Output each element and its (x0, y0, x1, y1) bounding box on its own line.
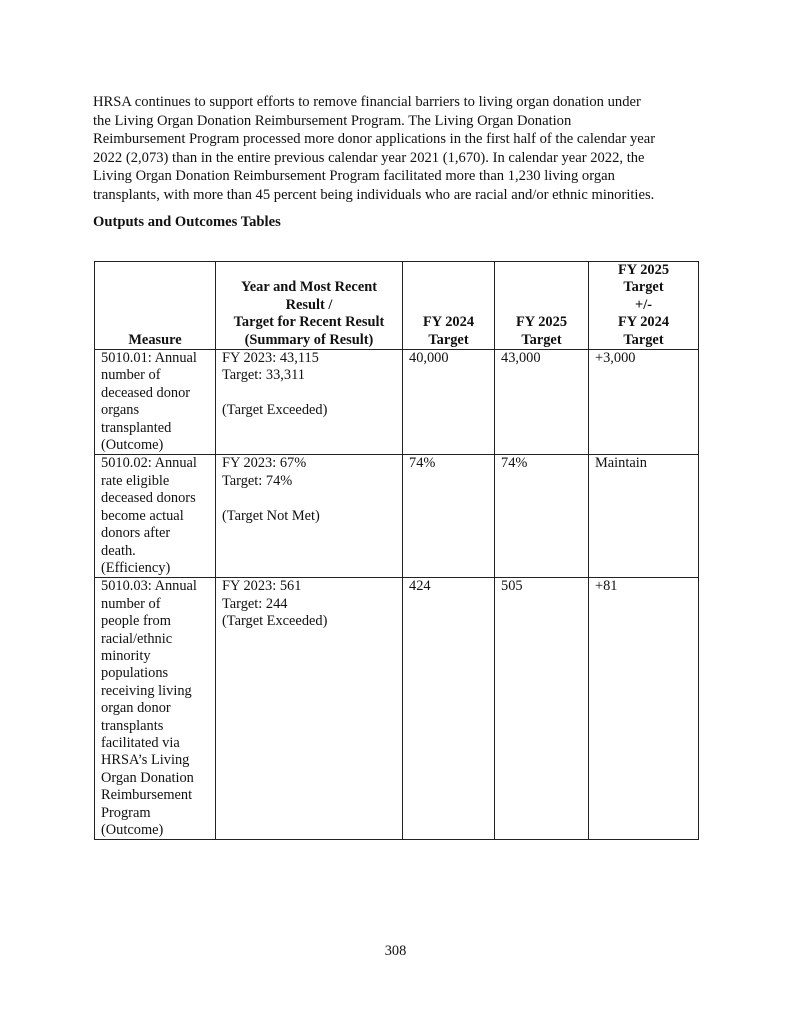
table-row (95, 578, 699, 840)
measure-cell: 5010.02: Annual rate eligible deceased donors become actual donors after death. (Efficiency) (95, 455, 216, 578)
header-fy2025-target: FY 2025 Target (495, 262, 589, 350)
fy2025-cell: 505 (495, 578, 589, 840)
table-row (95, 455, 699, 578)
header-fy2024-target: FY 2024 Target (403, 262, 495, 350)
header-measure: Measure (95, 262, 216, 350)
intro-line: HRSA continues to support efforts to remove financial barriers to living organ donation under (93, 94, 641, 110)
intro-line: Living Organ Donation Reimbursement Program facilitated more than 1,230 living organ (93, 168, 615, 184)
table-row (95, 350, 699, 455)
intro-line: 2022 (2,073) than in the entire previous calendar year 2021 (1,670). In calendar year 2022, the (93, 149, 645, 166)
change-cell: +3,000 (589, 350, 699, 455)
change-cell: +81 (589, 578, 699, 840)
intro-line: transplants, with more than 45 percent being individuals who are racial and/or ethnic minorities. (93, 186, 655, 203)
change-cell: Maintain (589, 455, 699, 578)
fy2025-cell: 43,000 (495, 350, 589, 455)
fy2024-cell: 74% (403, 455, 495, 578)
fy2025-cell: 74% (495, 455, 589, 578)
fy2024-cell: 424 (403, 578, 495, 840)
section-heading: Outputs and Outcomes Tables (93, 214, 281, 230)
page-number: 308 (384, 943, 407, 959)
measure-cell: 5010.01: Annual number of deceased donor organs transplanted (Outcome) (95, 350, 216, 455)
header-recent-result: Year and Most Recent Result / Target for Recent Result (Summary of Result) (216, 262, 403, 350)
measure-cell: 5010.03: Annual number of people from racial/ethnic minority populations receiving living organ donor transplants facilitated via HRSA’s Living Organ Donation Reimbursement Program (Outcome) (95, 578, 216, 840)
outputs-outcomes-table (94, 261, 699, 840)
intro-line: Reimbursement Program processed more donor applications in the first half of the calendar year (93, 131, 656, 147)
result-cell: FY 2023: 67% Target: 74% (Target Not Met) (216, 455, 403, 578)
header-target-change: FY 2025 Target +/- FY 2024 Target (589, 262, 699, 350)
fy2024-cell: 40,000 (403, 350, 495, 455)
result-cell: FY 2023: 43,115 Target: 33,311 (Target Exceeded) (216, 350, 403, 455)
intro-paragraph (93, 93, 713, 204)
table-header-row (95, 262, 699, 350)
intro-line: the Living Organ Donation Reimbursement Program. The Living Organ Donation (93, 112, 572, 129)
result-cell: FY 2023: 561 Target: 244 (Target Exceeded) (216, 578, 403, 840)
